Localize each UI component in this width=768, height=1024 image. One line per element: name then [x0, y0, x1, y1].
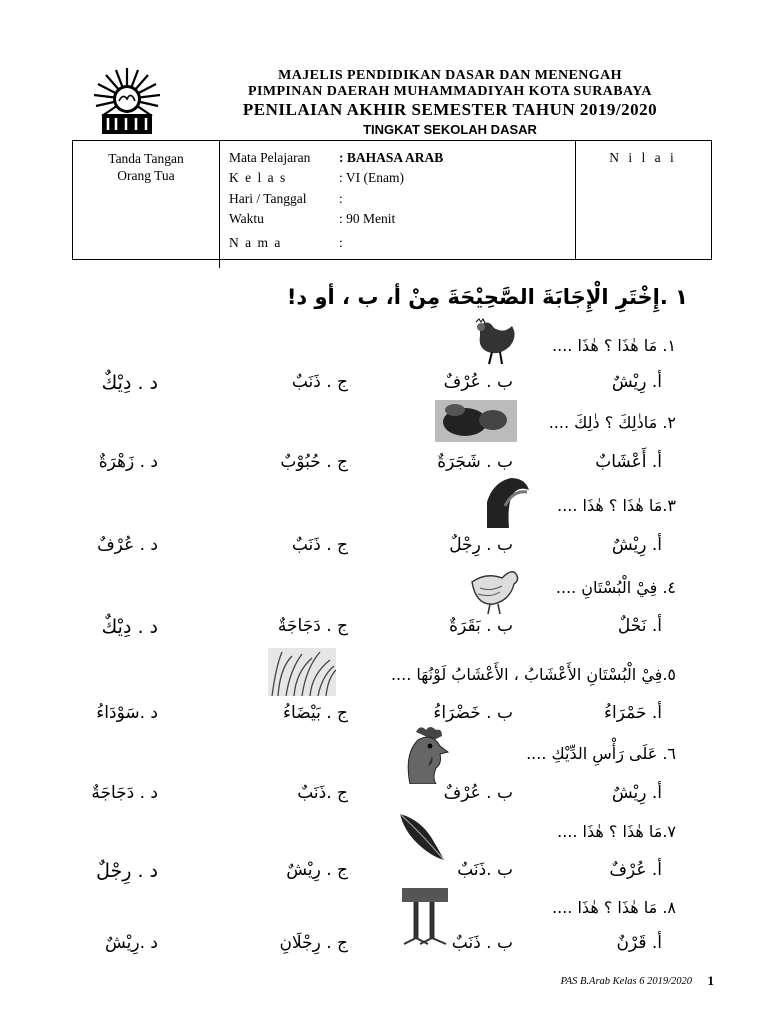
- option-d[interactable]: د . دِيْكٌ: [101, 372, 158, 394]
- option-a[interactable]: أ. رِيْشٌ: [611, 783, 662, 803]
- option-b[interactable]: ب . شَجَرَةٌ: [437, 452, 513, 472]
- question-2: ٢. مَاذٰلِكَ ؟ ذٰلِكَ ....: [548, 413, 676, 432]
- option-d[interactable]: د . دِيْكٌ: [101, 616, 158, 638]
- field-label: Hari / Tanggal: [229, 191, 307, 206]
- option-c[interactable]: ج . رِجْلَانِ: [279, 933, 348, 953]
- option-d[interactable]: د .سَوْدَاءُ: [96, 703, 158, 723]
- hen-icon: [466, 560, 522, 616]
- tail-icon: [485, 476, 531, 528]
- option-b[interactable]: ب .ذَنَبٌ: [457, 860, 513, 880]
- option-d[interactable]: د . دَجَاجَةٌ: [91, 783, 158, 803]
- instruction-heading: ١ .إِخْتَرِ الْإِجَابَةَ الصَّحِيْحَةَ مِنْ أ، ب ، أو د!: [286, 285, 688, 309]
- option-c[interactable]: ج . رِيْشٌ: [286, 860, 348, 880]
- option-b[interactable]: ب . بَقَرَةٌ: [449, 616, 513, 636]
- field-value: :: [339, 191, 343, 206]
- field-label: Waktu: [229, 211, 264, 226]
- parent-signature-label: Tanda Tangan Orang Tua: [108, 151, 184, 183]
- bird-legs-icon: [400, 888, 450, 948]
- option-a[interactable]: أ. عُرْفٌ: [609, 860, 662, 880]
- option-c[interactable]: ج .ذَنَبٌ: [297, 783, 348, 803]
- muhammadiyah-logo-icon: [92, 66, 162, 136]
- option-c[interactable]: ج . بَيْضَاءُ: [283, 703, 348, 723]
- header-line-majelis: MAJELIS PENDIDIKAN DASAR DAN MENENGAH: [278, 68, 622, 83]
- question-1: ١. مَا هٰذَا ؟ هٰذَا ....: [552, 336, 676, 355]
- option-a[interactable]: أ. حَمْرَاءُ: [604, 703, 662, 723]
- feather-icon: [396, 810, 446, 862]
- parent-signature-cell[interactable]: [73, 141, 220, 268]
- option-c[interactable]: ج . ذَنَبٌ: [291, 535, 348, 555]
- field-value: : VI (Enam): [339, 170, 404, 185]
- option-a[interactable]: أ. رِيْشٌ: [611, 535, 662, 555]
- grass-patch-icon: [435, 400, 517, 442]
- score-label: N i l a i: [609, 150, 677, 165]
- rooster-icon: [470, 318, 520, 366]
- question-5: ٥.فِيْ الْبُسْتَانِ الأَعْشَابُ ، الأَعْشَابُ لَوْنُهَا ....: [390, 665, 676, 684]
- school-level: TINGKAT SEKOLAH DASAR: [363, 122, 537, 137]
- question-8: ٨. مَا هٰذَا ؟ هٰذَا ....: [552, 898, 676, 917]
- option-a[interactable]: أ. قَرْنٌ: [616, 933, 662, 953]
- page-footer: PAS B.Arab Kelas 6 2019/2020: [560, 976, 692, 987]
- field-value: : 90 Menit: [339, 211, 396, 226]
- option-b[interactable]: ب . خَضْرَاءُ: [433, 703, 513, 723]
- option-a[interactable]: أ. نَحْلٌ: [617, 616, 662, 636]
- question-3: ٣.مَا هٰذَا ؟ هٰذَا ....: [557, 496, 676, 515]
- field-label: K e l a s: [229, 170, 287, 185]
- page-number: 1: [707, 973, 714, 988]
- option-d[interactable]: د . رِجْلٌ: [96, 860, 158, 882]
- option-b[interactable]: ب . عُرْفٌ: [443, 372, 513, 392]
- subject-info-cell: [219, 141, 576, 259]
- student-identity-table: [72, 140, 712, 260]
- question-4: ٤. فِيْ الْبُسْتَانِ ....: [555, 578, 676, 597]
- question-6: ٦. عَلَى رَأْسِ الدِّيْكِ ....: [526, 744, 676, 763]
- option-b[interactable]: ب . رِجْلٌ: [449, 535, 513, 555]
- score-cell[interactable]: [575, 141, 711, 268]
- grass-icon: [268, 648, 336, 696]
- option-b[interactable]: ب . عُرْفٌ: [443, 783, 513, 803]
- rooster-head-icon: [402, 724, 450, 784]
- field-value: :: [339, 235, 343, 250]
- field-value: : BAHASA ARAB: [339, 150, 444, 165]
- option-c[interactable]: ج . دَجَاجَةٌ: [277, 616, 348, 636]
- question-7: ٧.مَا هٰذَا ؟ هٰذَا ....: [557, 822, 676, 841]
- option-c[interactable]: ج . حُبُوْبٌ: [280, 452, 348, 472]
- field-label: N a m a: [229, 235, 282, 250]
- option-d[interactable]: د . زَهْرَةٌ: [98, 452, 158, 472]
- field-label: Mata Pelajaran: [229, 150, 311, 165]
- exam-title: PENILAIAN AKHIR SEMESTER TAHUN 2019/2020: [242, 100, 658, 119]
- header-line-pimpinan: PIMPINAN DAERAH MUHAMMADIYAH KOTA SURABAYA: [248, 84, 652, 99]
- option-c[interactable]: ج . ذَنَبٌ: [291, 372, 348, 392]
- option-a[interactable]: أ. رِيْشٌ: [611, 372, 662, 392]
- option-b[interactable]: ب . ذَنَبٌ: [451, 933, 513, 953]
- option-d[interactable]: د . عُرْفٌ: [97, 535, 158, 555]
- option-a[interactable]: أ. أَعْشَابٌ: [595, 452, 662, 472]
- option-d[interactable]: د .رِيْشٌ: [105, 933, 158, 953]
